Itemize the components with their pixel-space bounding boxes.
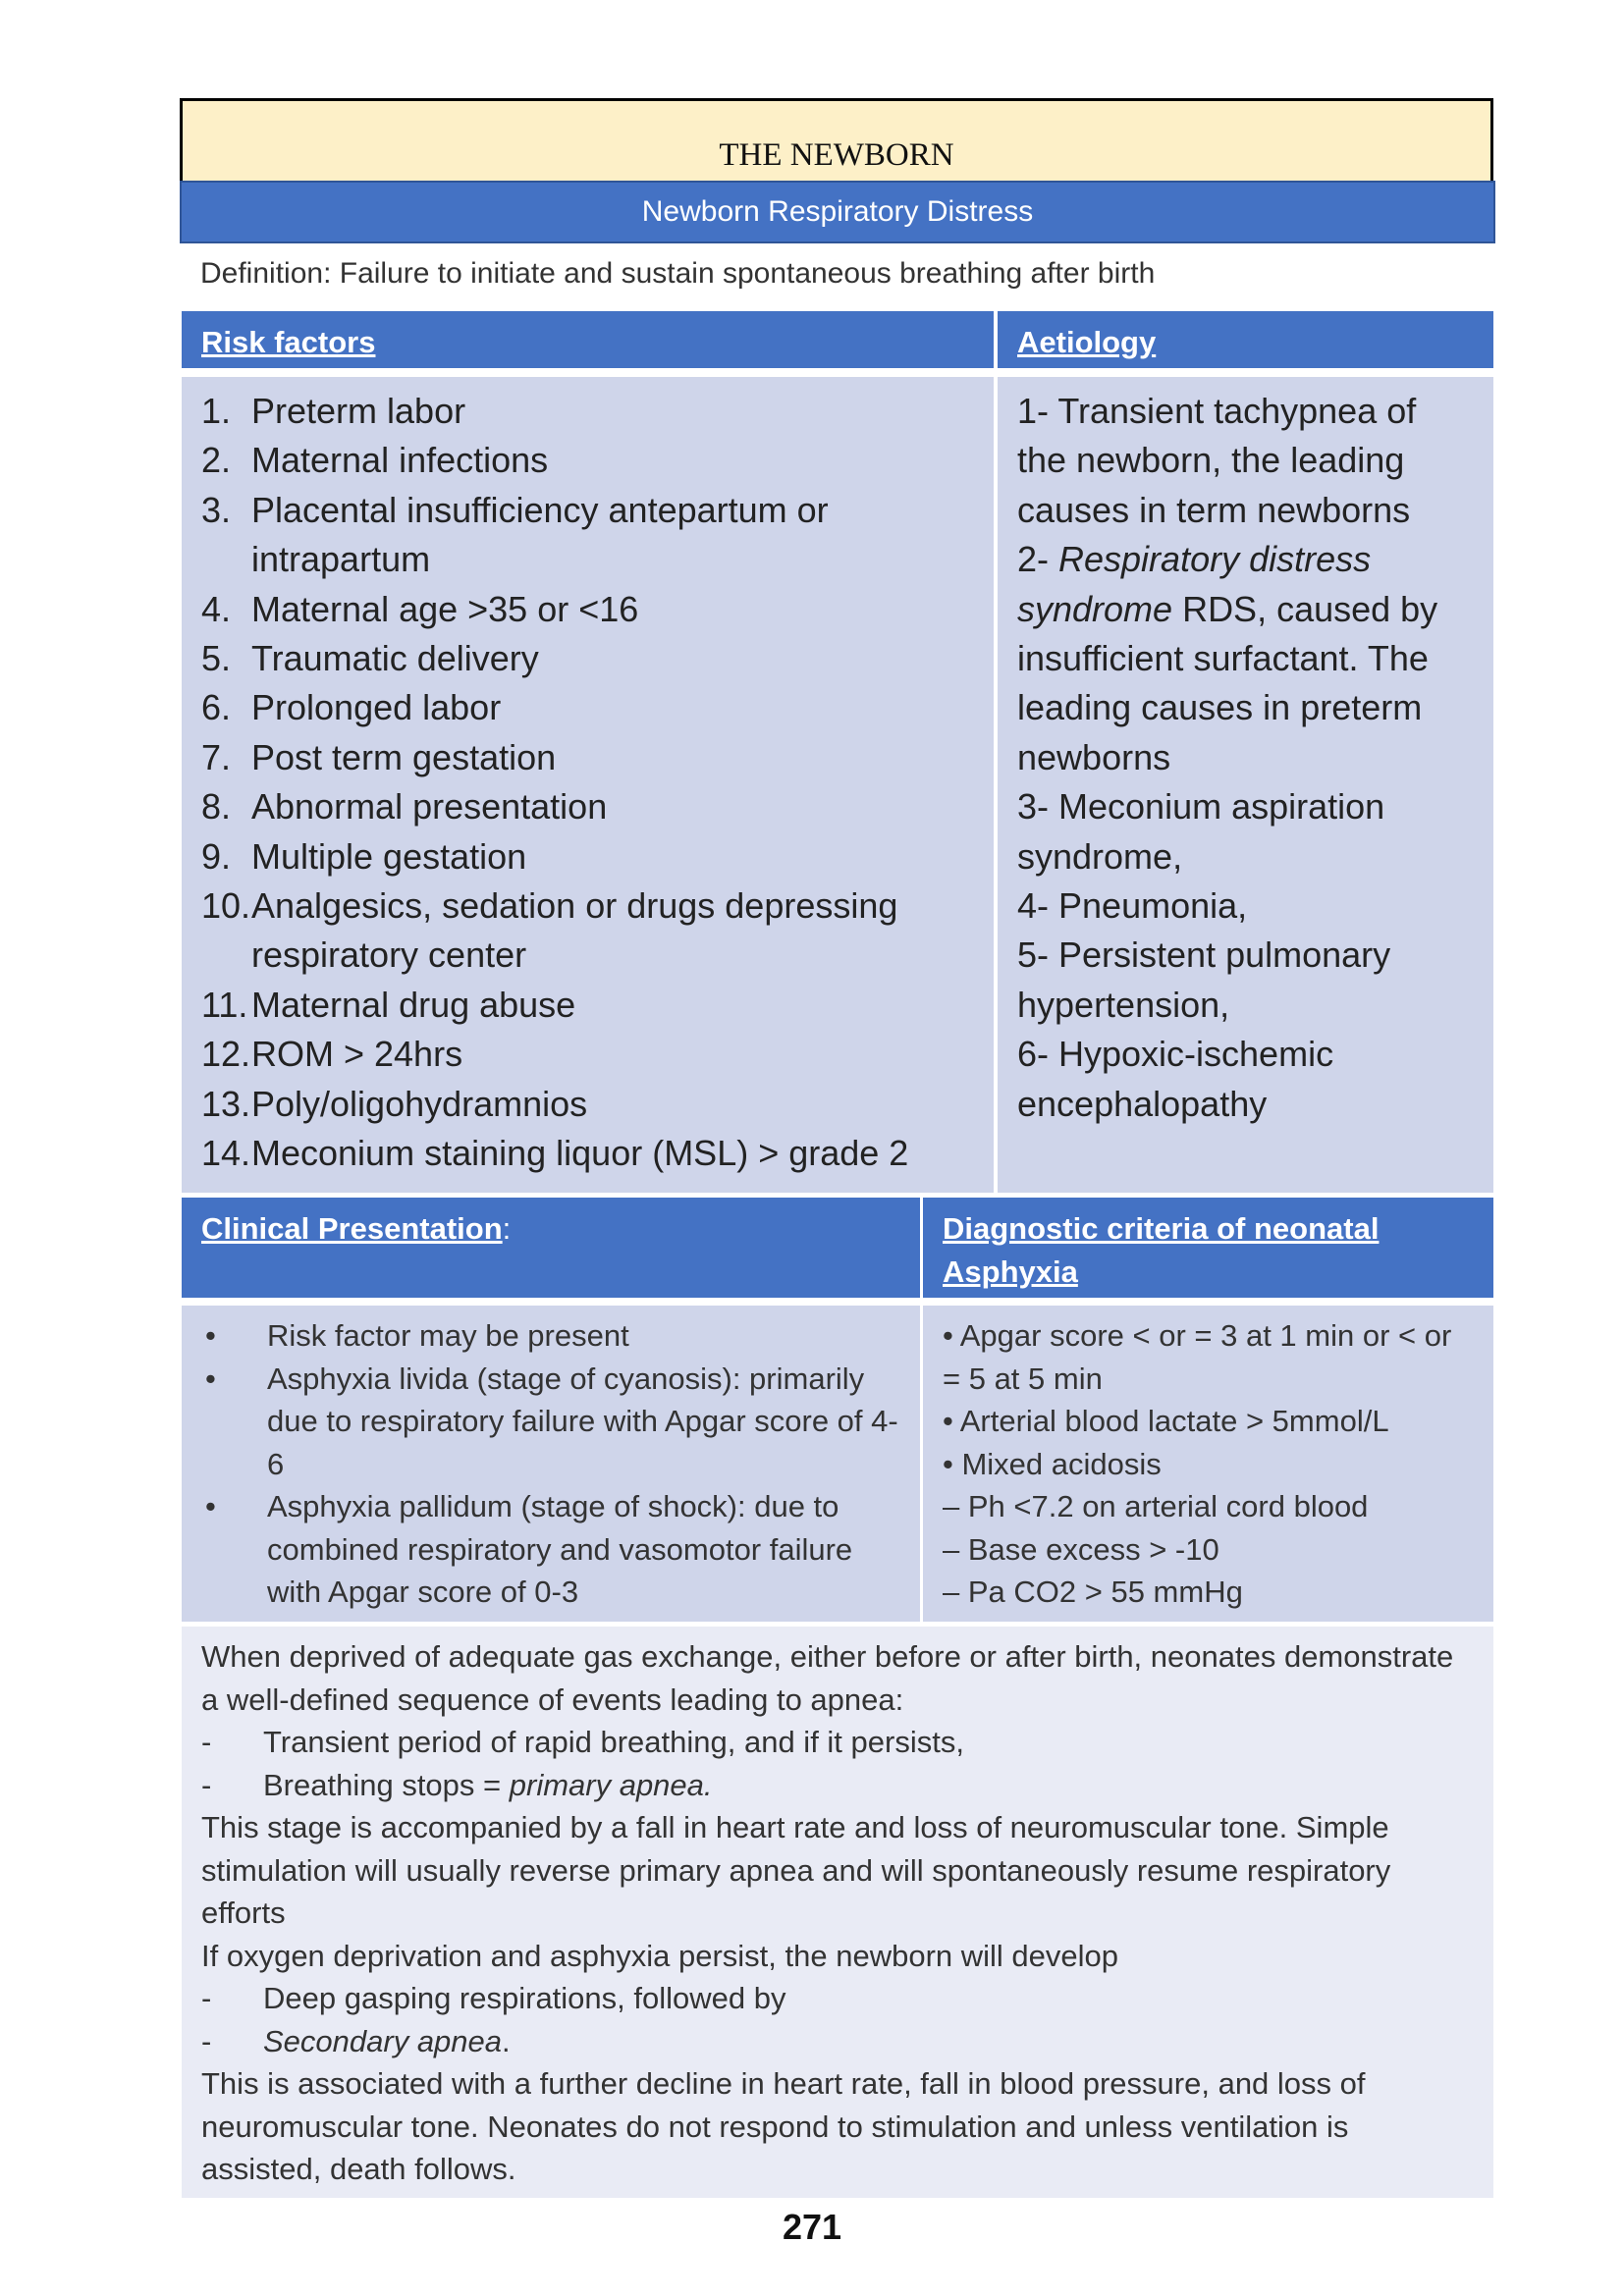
risk-factor-item: 13. Poly/oligohydramnios: [201, 1083, 588, 1124]
sequence-step: - Transient period of rapid breathing, and if it persists,: [201, 1725, 964, 1759]
diagnostic-header: [923, 1198, 1493, 1298]
aetiology-header: [998, 311, 1493, 368]
aetiology-heading: Aetiology: [1017, 325, 1157, 359]
sequence-paragraph: This stage is accompanied by a fall in heart rate and loss of neuromuscular tone. Simple stimulation will usually reverse primary apnea and will spontaneously resume respiratory efforts: [201, 1810, 1391, 1930]
section-subtitle: Newborn Respiratory Distress: [180, 181, 1495, 243]
risk-factor-item: 11. Maternal drug abuse: [201, 984, 576, 1025]
clinical-list: [201, 1314, 900, 1614]
page-number: 271: [782, 2207, 842, 2247]
diagnostic-heading: Diagnostic criteria of neonatal Asphyxia: [943, 1211, 1380, 1289]
sequence-step: - Secondary apnea.: [201, 2023, 511, 2058]
diagnostic-item: • Arterial blood lactate > 5mmol/L: [943, 1404, 1389, 1438]
risk-factor-item: 8. Abnormal presentation: [201, 786, 608, 828]
aetiology-item: 5- Persistent pulmonary hypertension,: [1017, 934, 1391, 1025]
risk-factors-list: [201, 387, 974, 1179]
aetiology-item: 2- Respiratory distress syndrome RDS, caused by insufficient surfactant. The leading causes in preterm newborns: [1017, 539, 1438, 777]
risk-factor-item: 6. Prolonged labor: [201, 687, 502, 728]
diagnostic-item: • Mixed acidosis: [943, 1446, 1162, 1481]
clinical-item: • Asphyxia livida (stage of cyanosis): primarily due to respiratory failure with Apgar score of 4-6: [205, 1361, 898, 1481]
aetiology-item: 1- Transient tachypnea of the newborn, the leading causes in term newborns: [1017, 391, 1417, 530]
risk-factors-header: [182, 311, 994, 368]
clinical-item: • Risk factor may be present: [205, 1318, 629, 1353]
diagnostic-list: [943, 1314, 1474, 1614]
aetiology-item: 6- Hypoxic-ischemic encephalopathy: [1017, 1034, 1334, 1124]
sequence-paragraph: This is associated with a further decline in heart rate, fall in blood pressure, and loss of neuromuscular tone. Neonates do not respond to stimulation and unless ventilation is assisted, death follows.: [201, 2066, 1366, 2186]
risk-factor-item: 1. Preterm labor: [201, 391, 466, 431]
risk-factor-item: 4. Maternal age >35 or <16: [201, 588, 639, 629]
risk-factor-item: 7. Post term gestation: [201, 736, 557, 777]
clinical-heading: Clinical Presentation: [201, 1211, 503, 1246]
risk-factors-heading: Risk factors: [201, 325, 376, 359]
risk-factor-item: 5. Traumatic delivery: [201, 638, 539, 679]
sequence-paragraph: If oxygen deprivation and asphyxia persist, the newborn will develop: [201, 1938, 1118, 1973]
risk-factor-item: 12. ROM > 24hrs: [201, 1034, 463, 1075]
risk-factors-cell: [182, 377, 994, 1193]
sequence-step: - Breathing stops = primary apnea.: [201, 1767, 713, 1802]
page-title: THE NEWBORN: [180, 98, 1493, 181]
clinical-cell: [182, 1306, 920, 1622]
diagnostic-cell: [923, 1306, 1493, 1622]
diagnostic-item: – Ph <7.2 on arterial cord blood: [943, 1489, 1369, 1523]
definition: Definition: Failure to initiate and sustain spontaneous breathing after birth: [200, 257, 1156, 290]
risk-factor-item: 10. Analgesics, sedation or drugs depressing respiratory center: [201, 885, 898, 976]
risk-factor-item: 2. Maternal infections: [201, 440, 549, 481]
diagnostic-item: – Base excess > -10: [943, 1531, 1219, 1567]
diagnostic-item: • Apgar score < or = 3 at 1 min or < or = 5 at 5 min: [943, 1318, 1452, 1396]
sequence-intro: When deprived of adequate gas exchange, either before or after birth, neonates demonstrate a well-defined sequence of events leading to apnea:: [201, 1639, 1454, 1717]
diagnostic-item: – Pa CO2 > 55 mmHg: [943, 1575, 1243, 1609]
sequence-step: - Deep gasping respirations, followed by: [201, 1981, 786, 2015]
risk-factor-item: 3. Placental insufficiency antepartum or intrapartum: [201, 489, 829, 580]
risk-factor-item: 14. Meconium staining liquor (MSL) > grade 2: [201, 1133, 909, 1174]
aetiology-item: 3- Meconium aspiration syndrome,: [1017, 786, 1385, 877]
aetiology-item: 4- Pneumonia,: [1017, 885, 1248, 927]
clinical-item: • Asphyxia pallidum (stage of shock): due to combined respiratory and vasomotor failure with Apgar score of 0-3: [205, 1489, 853, 1609]
apnea-sequence-box: [182, 1627, 1493, 2198]
risk-factor-item: 9. Multiple gestation: [201, 835, 527, 877]
aetiology-cell: [998, 377, 1493, 1193]
clinical-header: Clinical Presentation:: [182, 1198, 920, 1298]
